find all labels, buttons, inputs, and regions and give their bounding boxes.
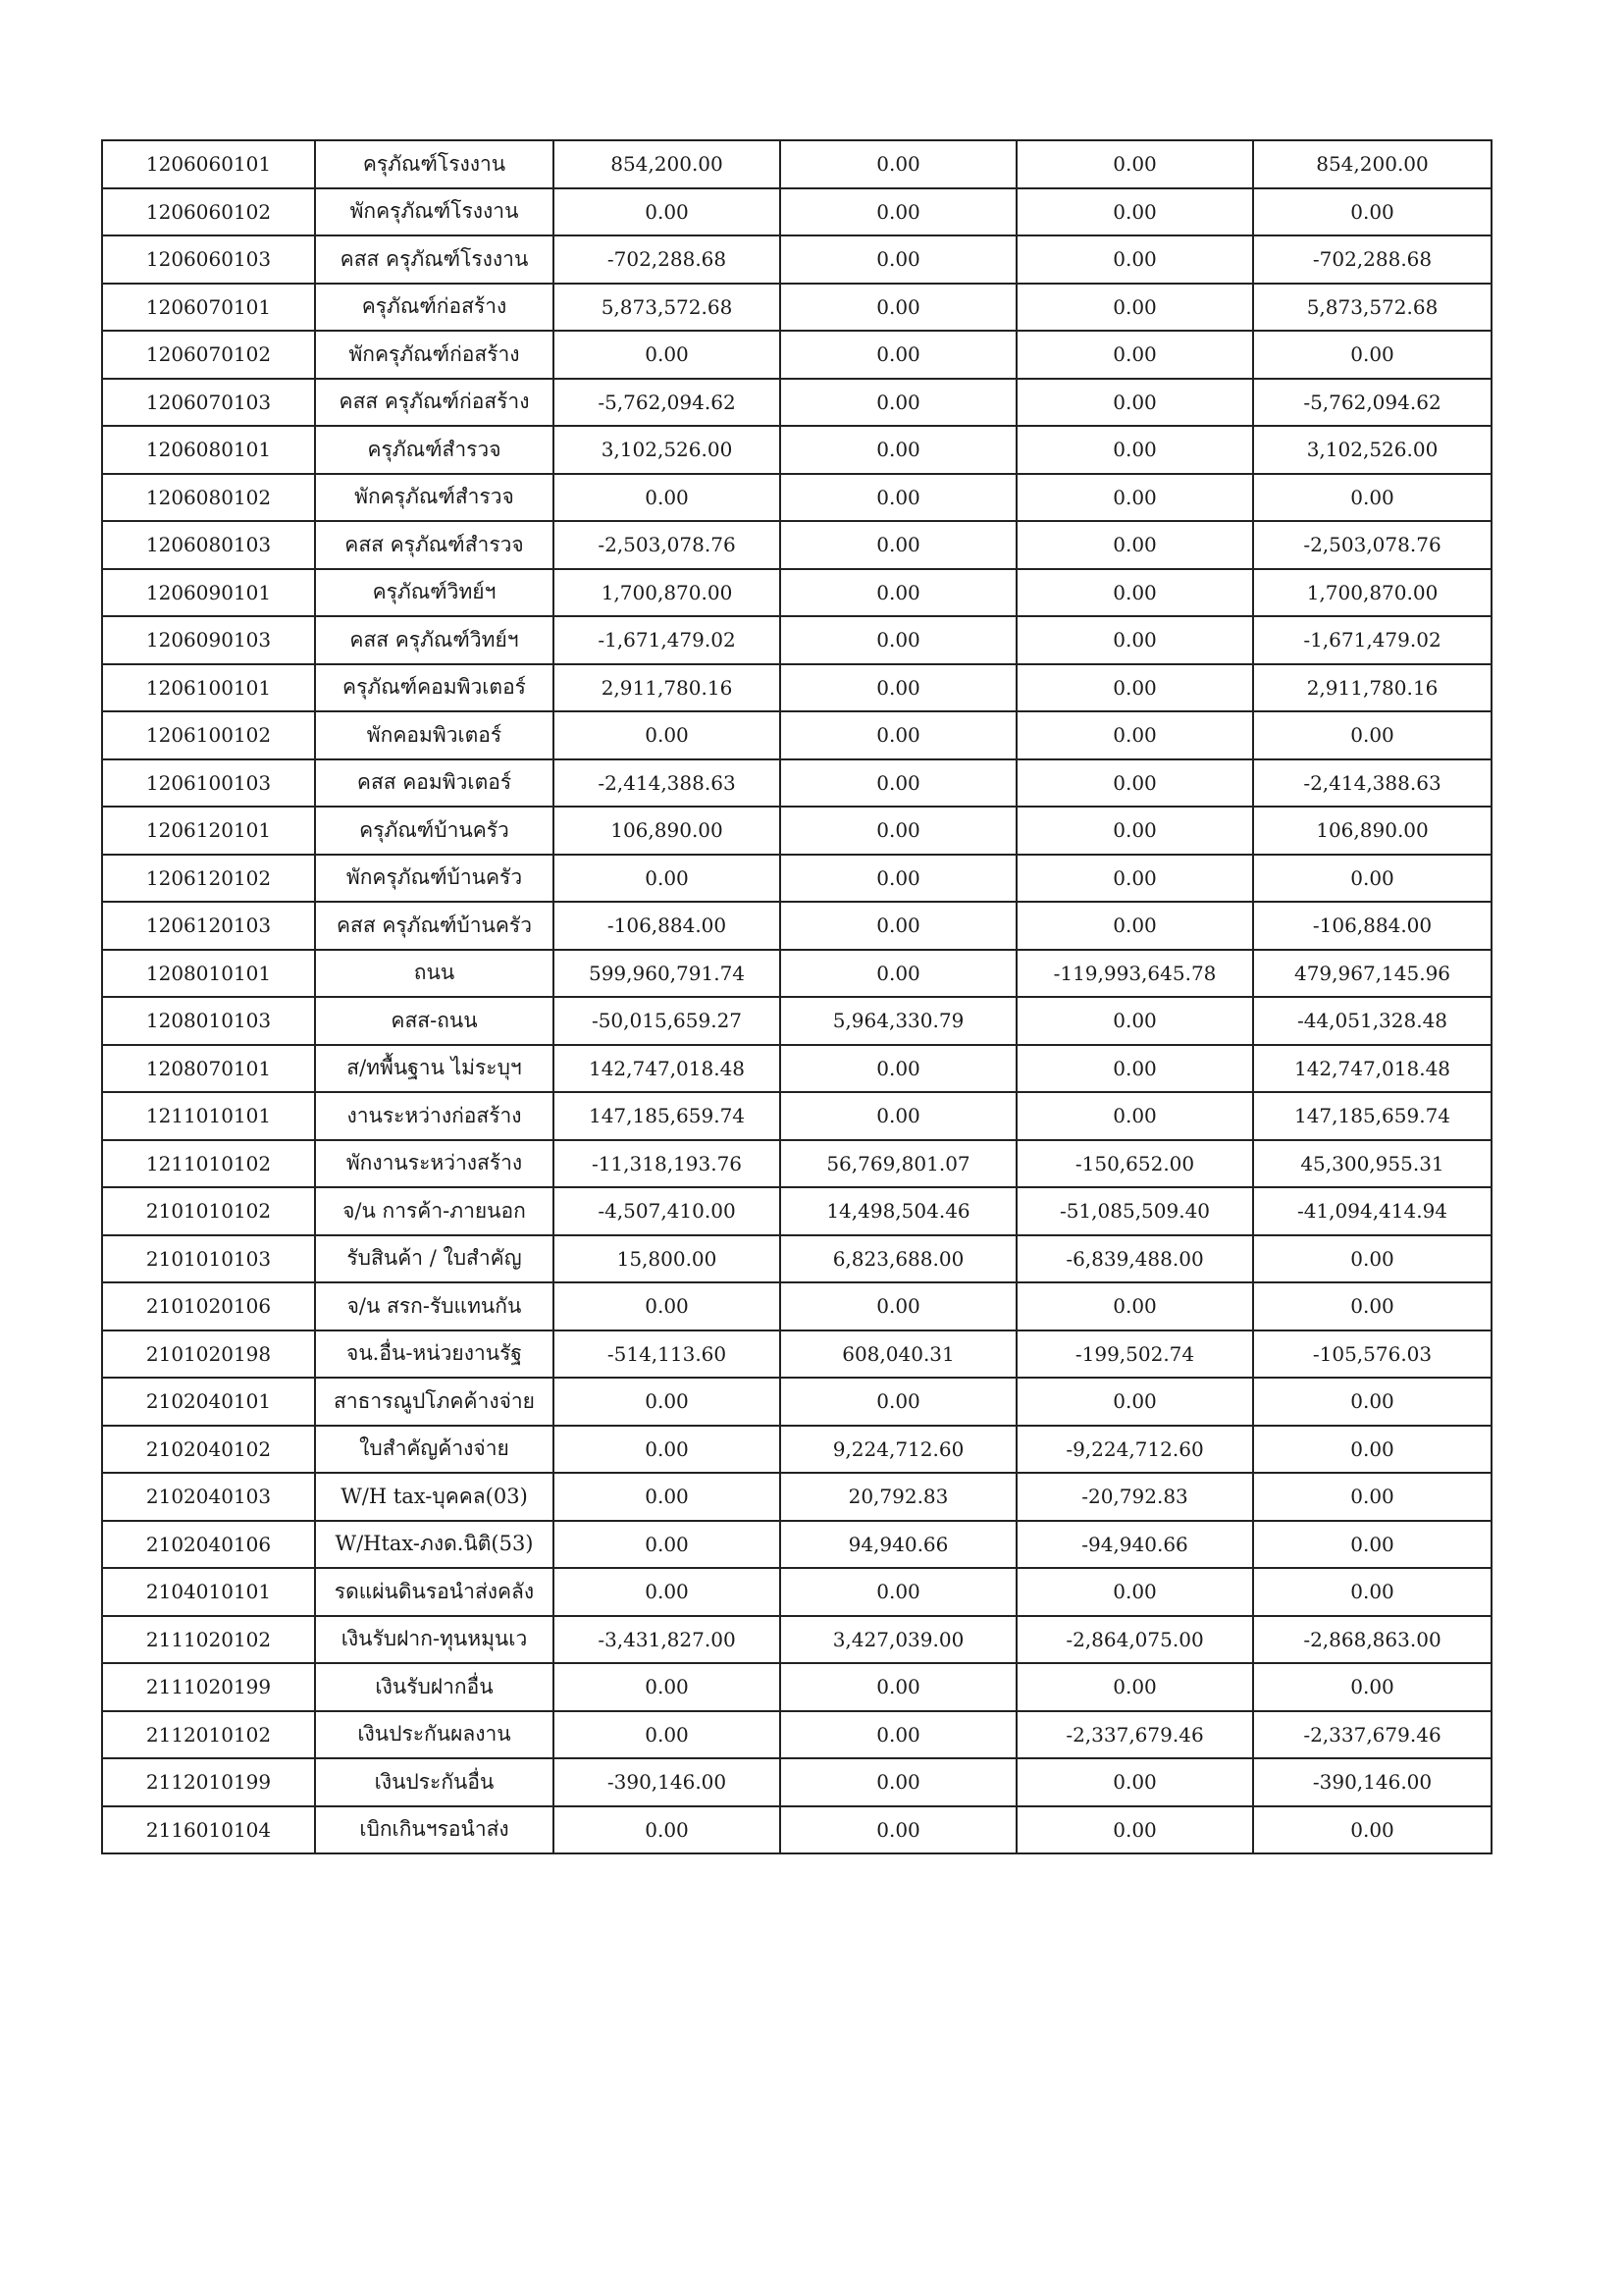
- account-name-cell: พักครุภัณฑ์ก่อสร้าง: [315, 331, 553, 379]
- account-code-cell: 1206060103: [102, 235, 315, 284]
- account-name-cell: ครุภัณฑ์ก่อสร้าง: [315, 284, 553, 332]
- ledger-table: [101, 139, 1493, 1854]
- account-code-cell: 1206100103: [102, 759, 315, 808]
- table-row: [102, 1568, 1492, 1616]
- amount-col-2-cell: 0.00: [780, 950, 1017, 998]
- account-name-cell: คสส ครุภัณฑ์บ้านครัว: [315, 902, 553, 950]
- amount-col-3-cell: 0.00: [1017, 521, 1253, 569]
- table-row: [102, 1187, 1492, 1235]
- account-name-cell: ครุภัณฑ์สำรวจ: [315, 426, 553, 474]
- table-row: [102, 474, 1492, 522]
- account-name-cell: เบิกเกินฯรอนำส่ง: [315, 1806, 553, 1854]
- amount-col-1-cell: 0.00: [553, 1473, 780, 1521]
- amount-col-1-cell: 0.00: [553, 188, 780, 236]
- table-row: [102, 1235, 1492, 1283]
- table-row: [102, 331, 1492, 379]
- amount-col-1-cell: 0.00: [553, 331, 780, 379]
- amount-col-3-cell: 0.00: [1017, 616, 1253, 664]
- amount-col-2-cell: 94,940.66: [780, 1521, 1017, 1569]
- table-row: [102, 1663, 1492, 1711]
- account-name-cell: จ/น สรก-รับแทนกัน: [315, 1282, 553, 1330]
- account-code-cell: 2112010102: [102, 1711, 315, 1759]
- table-row: [102, 1330, 1492, 1379]
- amount-col-2-cell: 0.00: [780, 1758, 1017, 1806]
- amount-col-3-cell: 0.00: [1017, 1092, 1253, 1140]
- account-code-cell: 1206080103: [102, 521, 315, 569]
- amount-col-4-cell: 0.00: [1253, 1378, 1492, 1426]
- account-code-cell: 1206080102: [102, 474, 315, 522]
- account-code-cell: 1206120101: [102, 807, 315, 855]
- account-name-cell: จ/น การค้า-ภายนอก: [315, 1187, 553, 1235]
- account-code-cell: 2102040101: [102, 1378, 315, 1426]
- account-name-cell: ครุภัณฑ์โรงงาน: [315, 140, 553, 188]
- table-row: [102, 1711, 1492, 1759]
- amount-col-3-cell: 0.00: [1017, 664, 1253, 712]
- amount-col-1-cell: 15,800.00: [553, 1235, 780, 1283]
- amount-col-2-cell: 0.00: [780, 235, 1017, 284]
- table-row: [102, 284, 1492, 332]
- amount-col-4-cell: 0.00: [1253, 855, 1492, 903]
- table-row: [102, 711, 1492, 759]
- amount-col-4-cell: 854,200.00: [1253, 140, 1492, 188]
- account-code-cell: 2102040103: [102, 1473, 315, 1521]
- account-code-cell: 2104010101: [102, 1568, 315, 1616]
- amount-col-4-cell: 45,300,955.31: [1253, 1140, 1492, 1188]
- account-name-cell: คสส คอมพิวเตอร์: [315, 759, 553, 808]
- amount-col-4-cell: -1,671,479.02: [1253, 616, 1492, 664]
- amount-col-4-cell: -5,762,094.62: [1253, 379, 1492, 427]
- account-code-cell: 2112010199: [102, 1758, 315, 1806]
- amount-col-1-cell: 106,890.00: [553, 807, 780, 855]
- account-name-cell: ครุภัณฑ์คอมพิวเตอร์: [315, 664, 553, 712]
- account-name-cell: จน.อื่น-หน่วยงานรัฐ: [315, 1330, 553, 1379]
- amount-col-1-cell: 0.00: [553, 1663, 780, 1711]
- account-name-cell: ครุภัณฑ์วิทย์ฯ: [315, 569, 553, 617]
- account-name-cell: คสส-ถนน: [315, 997, 553, 1045]
- amount-col-1-cell: 854,200.00: [553, 140, 780, 188]
- account-code-cell: 1206080101: [102, 426, 315, 474]
- account-code-cell: 1206100101: [102, 664, 315, 712]
- account-name-cell: คสส ครุภัณฑ์สำรวจ: [315, 521, 553, 569]
- amount-col-1-cell: 5,873,572.68: [553, 284, 780, 332]
- account-name-cell: เงินรับฝาก-ทุนหมุนเว: [315, 1616, 553, 1664]
- amount-col-4-cell: 147,185,659.74: [1253, 1092, 1492, 1140]
- table-row: [102, 1521, 1492, 1569]
- amount-col-1-cell: 0.00: [553, 1521, 780, 1569]
- amount-col-2-cell: 0.00: [780, 1282, 1017, 1330]
- table-row: [102, 1806, 1492, 1854]
- table-row: [102, 426, 1492, 474]
- amount-col-2-cell: 0.00: [780, 379, 1017, 427]
- account-name-cell: รดแผ่นดินรอนำส่งคลัง: [315, 1568, 553, 1616]
- amount-col-4-cell: -44,051,328.48: [1253, 997, 1492, 1045]
- amount-col-3-cell: -199,502.74: [1017, 1330, 1253, 1379]
- amount-col-2-cell: 0.00: [780, 284, 1017, 332]
- table-row: [102, 235, 1492, 284]
- amount-col-3-cell: 0.00: [1017, 140, 1253, 188]
- amount-col-4-cell: -2,337,679.46: [1253, 1711, 1492, 1759]
- amount-col-1-cell: 0.00: [553, 1711, 780, 1759]
- amount-col-1-cell: -702,288.68: [553, 235, 780, 284]
- account-code-cell: 2101010102: [102, 1187, 315, 1235]
- amount-col-4-cell: 0.00: [1253, 1568, 1492, 1616]
- amount-col-3-cell: -94,940.66: [1017, 1521, 1253, 1569]
- amount-col-1-cell: -106,884.00: [553, 902, 780, 950]
- amount-col-3-cell: 0.00: [1017, 379, 1253, 427]
- account-code-cell: 1206060101: [102, 140, 315, 188]
- amount-col-3-cell: 0.00: [1017, 1045, 1253, 1093]
- amount-col-2-cell: 0.00: [780, 569, 1017, 617]
- table-row: [102, 1378, 1492, 1426]
- account-name-cell: W/H tax-บุคคล(03): [315, 1473, 553, 1521]
- table-row: [102, 1092, 1492, 1140]
- account-code-cell: 1206090103: [102, 616, 315, 664]
- amount-col-3-cell: 0.00: [1017, 1806, 1253, 1854]
- account-code-cell: 1211010101: [102, 1092, 315, 1140]
- table-row: [102, 616, 1492, 664]
- account-name-cell: สาธารณูปโภคค้างจ่าย: [315, 1378, 553, 1426]
- account-code-cell: 2111020102: [102, 1616, 315, 1664]
- amount-col-1-cell: 0.00: [553, 855, 780, 903]
- account-name-cell: งานระหว่างก่อสร้าง: [315, 1092, 553, 1140]
- amount-col-4-cell: -106,884.00: [1253, 902, 1492, 950]
- account-code-cell: 2101010103: [102, 1235, 315, 1283]
- table-row: [102, 521, 1492, 569]
- amount-col-4-cell: 0.00: [1253, 188, 1492, 236]
- amount-col-3-cell: 0.00: [1017, 997, 1253, 1045]
- amount-col-4-cell: -105,576.03: [1253, 1330, 1492, 1379]
- amount-col-1-cell: 0.00: [553, 474, 780, 522]
- account-name-cell: เงินรับฝากอื่น: [315, 1663, 553, 1711]
- amount-col-1-cell: -11,318,193.76: [553, 1140, 780, 1188]
- amount-col-3-cell: 0.00: [1017, 1282, 1253, 1330]
- amount-col-2-cell: 0.00: [780, 140, 1017, 188]
- amount-col-1-cell: 0.00: [553, 711, 780, 759]
- account-name-cell: พักงานระหว่างสร้าง: [315, 1140, 553, 1188]
- amount-col-3-cell: -51,085,509.40: [1017, 1187, 1253, 1235]
- amount-col-3-cell: 0.00: [1017, 284, 1253, 332]
- table-row: [102, 1758, 1492, 1806]
- amount-col-4-cell: 0.00: [1253, 1806, 1492, 1854]
- amount-col-2-cell: 0.00: [780, 1663, 1017, 1711]
- amount-col-1-cell: -2,503,078.76: [553, 521, 780, 569]
- amount-col-3-cell: 0.00: [1017, 569, 1253, 617]
- amount-col-3-cell: 0.00: [1017, 188, 1253, 236]
- account-code-cell: 1206070101: [102, 284, 315, 332]
- table-row: [102, 379, 1492, 427]
- amount-col-4-cell: 0.00: [1253, 1663, 1492, 1711]
- amount-col-2-cell: 0.00: [780, 331, 1017, 379]
- table-row: [102, 1616, 1492, 1664]
- amount-col-1-cell: 0.00: [553, 1568, 780, 1616]
- table-row: [102, 1426, 1492, 1474]
- account-code-cell: 2101020198: [102, 1330, 315, 1379]
- table-row: [102, 759, 1492, 808]
- amount-col-1-cell: 142,747,018.48: [553, 1045, 780, 1093]
- amount-col-1-cell: -5,762,094.62: [553, 379, 780, 427]
- account-name-cell: ใบสำคัญค้างจ่าย: [315, 1426, 553, 1474]
- amount-col-4-cell: 5,873,572.68: [1253, 284, 1492, 332]
- account-name-cell: เงินประกันอื่น: [315, 1758, 553, 1806]
- account-code-cell: 2111020199: [102, 1663, 315, 1711]
- account-name-cell: W/Htax-ภงด.นิติ(53): [315, 1521, 553, 1569]
- amount-col-4-cell: 0.00: [1253, 711, 1492, 759]
- account-name-cell: ครุภัณฑ์บ้านครัว: [315, 807, 553, 855]
- amount-col-2-cell: 0.00: [780, 902, 1017, 950]
- amount-col-4-cell: 0.00: [1253, 331, 1492, 379]
- amount-col-1-cell: 0.00: [553, 1378, 780, 1426]
- amount-col-2-cell: 3,427,039.00: [780, 1616, 1017, 1664]
- amount-col-2-cell: 0.00: [780, 807, 1017, 855]
- amount-col-3-cell: 0.00: [1017, 1378, 1253, 1426]
- amount-col-4-cell: 0.00: [1253, 1426, 1492, 1474]
- amount-col-3-cell: 0.00: [1017, 1663, 1253, 1711]
- account-code-cell: 2116010104: [102, 1806, 315, 1854]
- amount-col-4-cell: -390,146.00: [1253, 1758, 1492, 1806]
- amount-col-4-cell: -2,868,863.00: [1253, 1616, 1492, 1664]
- amount-col-4-cell: 0.00: [1253, 1521, 1492, 1569]
- amount-col-4-cell: -2,503,078.76: [1253, 521, 1492, 569]
- account-name-cell: เงินประกันผลงาน: [315, 1711, 553, 1759]
- amount-col-2-cell: 0.00: [780, 664, 1017, 712]
- amount-col-2-cell: 0.00: [780, 1092, 1017, 1140]
- table-row: [102, 997, 1492, 1045]
- amount-col-4-cell: -2,414,388.63: [1253, 759, 1492, 808]
- amount-col-3-cell: 0.00: [1017, 331, 1253, 379]
- table-row: [102, 1473, 1492, 1521]
- account-name-cell: ส/ทพื้นฐาน ไม่ระบุฯ: [315, 1045, 553, 1093]
- amount-col-3-cell: -6,839,488.00: [1017, 1235, 1253, 1283]
- table-row: [102, 1045, 1492, 1093]
- account-code-cell: 1211010102: [102, 1140, 315, 1188]
- ledger-body: [102, 140, 1492, 1853]
- amount-col-2-cell: 0.00: [780, 1045, 1017, 1093]
- amount-col-3-cell: 0.00: [1017, 426, 1253, 474]
- amount-col-3-cell: -2,337,679.46: [1017, 1711, 1253, 1759]
- amount-col-2-cell: 608,040.31: [780, 1330, 1017, 1379]
- amount-col-1-cell: 2,911,780.16: [553, 664, 780, 712]
- amount-col-2-cell: 0.00: [780, 1806, 1017, 1854]
- amount-col-1-cell: -50,015,659.27: [553, 997, 780, 1045]
- amount-col-4-cell: 0.00: [1253, 474, 1492, 522]
- amount-col-2-cell: 0.00: [780, 855, 1017, 903]
- account-code-cell: 1206120102: [102, 855, 315, 903]
- account-name-cell: คสส ครุภัณฑ์วิทย์ฯ: [315, 616, 553, 664]
- amount-col-4-cell: -41,094,414.94: [1253, 1187, 1492, 1235]
- amount-col-2-cell: 0.00: [780, 1568, 1017, 1616]
- account-code-cell: 1208010103: [102, 997, 315, 1045]
- account-code-cell: 1206060102: [102, 188, 315, 236]
- amount-col-3-cell: -150,652.00: [1017, 1140, 1253, 1188]
- table-row: [102, 569, 1492, 617]
- table-row: [102, 1282, 1492, 1330]
- account-name-cell: พักคอมพิวเตอร์: [315, 711, 553, 759]
- amount-col-4-cell: 106,890.00: [1253, 807, 1492, 855]
- amount-col-1-cell: 0.00: [553, 1806, 780, 1854]
- amount-col-2-cell: 56,769,801.07: [780, 1140, 1017, 1188]
- amount-col-1-cell: 0.00: [553, 1426, 780, 1474]
- table-row: [102, 188, 1492, 236]
- table-row: [102, 664, 1492, 712]
- account-name-cell: พักครุภัณฑ์บ้านครัว: [315, 855, 553, 903]
- amount-col-3-cell: 0.00: [1017, 1568, 1253, 1616]
- account-name-cell: คสส ครุภัณฑ์โรงงาน: [315, 235, 553, 284]
- amount-col-4-cell: 3,102,526.00: [1253, 426, 1492, 474]
- amount-col-3-cell: -9,224,712.60: [1017, 1426, 1253, 1474]
- amount-col-3-cell: 0.00: [1017, 855, 1253, 903]
- account-code-cell: 2101020106: [102, 1282, 315, 1330]
- amount-col-2-cell: 0.00: [780, 711, 1017, 759]
- amount-col-1-cell: -4,507,410.00: [553, 1187, 780, 1235]
- account-name-cell: พักครุภัณฑ์สำรวจ: [315, 474, 553, 522]
- amount-col-2-cell: 5,964,330.79: [780, 997, 1017, 1045]
- amount-col-4-cell: 0.00: [1253, 1473, 1492, 1521]
- amount-col-1-cell: 1,700,870.00: [553, 569, 780, 617]
- table-row: [102, 902, 1492, 950]
- amount-col-1-cell: -390,146.00: [553, 1758, 780, 1806]
- amount-col-2-cell: 0.00: [780, 759, 1017, 808]
- amount-col-4-cell: 0.00: [1253, 1235, 1492, 1283]
- table-row: [102, 140, 1492, 188]
- amount-col-3-cell: -20,792.83: [1017, 1473, 1253, 1521]
- account-code-cell: 1206070103: [102, 379, 315, 427]
- amount-col-3-cell: -119,993,645.78: [1017, 950, 1253, 998]
- amount-col-4-cell: 1,700,870.00: [1253, 569, 1492, 617]
- account-name-cell: รับสินค้า / ใบสำคัญ: [315, 1235, 553, 1283]
- amount-col-2-cell: 6,823,688.00: [780, 1235, 1017, 1283]
- amount-col-4-cell: -702,288.68: [1253, 235, 1492, 284]
- amount-col-3-cell: 0.00: [1017, 1758, 1253, 1806]
- account-code-cell: 1206120103: [102, 902, 315, 950]
- amount-col-4-cell: 2,911,780.16: [1253, 664, 1492, 712]
- account-code-cell: 1208070101: [102, 1045, 315, 1093]
- amount-col-2-cell: 0.00: [780, 188, 1017, 236]
- amount-col-3-cell: 0.00: [1017, 807, 1253, 855]
- account-code-cell: 1208010101: [102, 950, 315, 998]
- amount-col-1-cell: 147,185,659.74: [553, 1092, 780, 1140]
- amount-col-3-cell: -2,864,075.00: [1017, 1616, 1253, 1664]
- amount-col-4-cell: 0.00: [1253, 1282, 1492, 1330]
- amount-col-2-cell: 0.00: [780, 1711, 1017, 1759]
- amount-col-1-cell: 3,102,526.00: [553, 426, 780, 474]
- amount-col-1-cell: -1,671,479.02: [553, 616, 780, 664]
- amount-col-1-cell: -3,431,827.00: [553, 1616, 780, 1664]
- account-code-cell: 1206090101: [102, 569, 315, 617]
- amount-col-3-cell: 0.00: [1017, 759, 1253, 808]
- amount-col-1-cell: -514,113.60: [553, 1330, 780, 1379]
- amount-col-2-cell: 14,498,504.46: [780, 1187, 1017, 1235]
- account-name-cell: พักครุภัณฑ์โรงงาน: [315, 188, 553, 236]
- table-row: [102, 855, 1492, 903]
- table-row: [102, 807, 1492, 855]
- amount-col-2-cell: 0.00: [780, 474, 1017, 522]
- amount-col-1-cell: 0.00: [553, 1282, 780, 1330]
- account-name-cell: คสส ครุภัณฑ์ก่อสร้าง: [315, 379, 553, 427]
- amount-col-3-cell: 0.00: [1017, 902, 1253, 950]
- amount-col-2-cell: 9,224,712.60: [780, 1426, 1017, 1474]
- amount-col-2-cell: 0.00: [780, 521, 1017, 569]
- amount-col-3-cell: 0.00: [1017, 711, 1253, 759]
- amount-col-2-cell: 0.00: [780, 616, 1017, 664]
- table-row: [102, 950, 1492, 998]
- account-name-cell: ถนน: [315, 950, 553, 998]
- amount-col-2-cell: 20,792.83: [780, 1473, 1017, 1521]
- account-code-cell: 2102040106: [102, 1521, 315, 1569]
- account-code-cell: 1206070102: [102, 331, 315, 379]
- amount-col-2-cell: 0.00: [780, 1378, 1017, 1426]
- account-code-cell: 2102040102: [102, 1426, 315, 1474]
- account-code-cell: 1206100102: [102, 711, 315, 759]
- table-row: [102, 1140, 1492, 1188]
- amount-col-1-cell: -2,414,388.63: [553, 759, 780, 808]
- amount-col-1-cell: 599,960,791.74: [553, 950, 780, 998]
- amount-col-3-cell: 0.00: [1017, 235, 1253, 284]
- amount-col-4-cell: 479,967,145.96: [1253, 950, 1492, 998]
- amount-col-2-cell: 0.00: [780, 426, 1017, 474]
- amount-col-4-cell: 142,747,018.48: [1253, 1045, 1492, 1093]
- amount-col-3-cell: 0.00: [1017, 474, 1253, 522]
